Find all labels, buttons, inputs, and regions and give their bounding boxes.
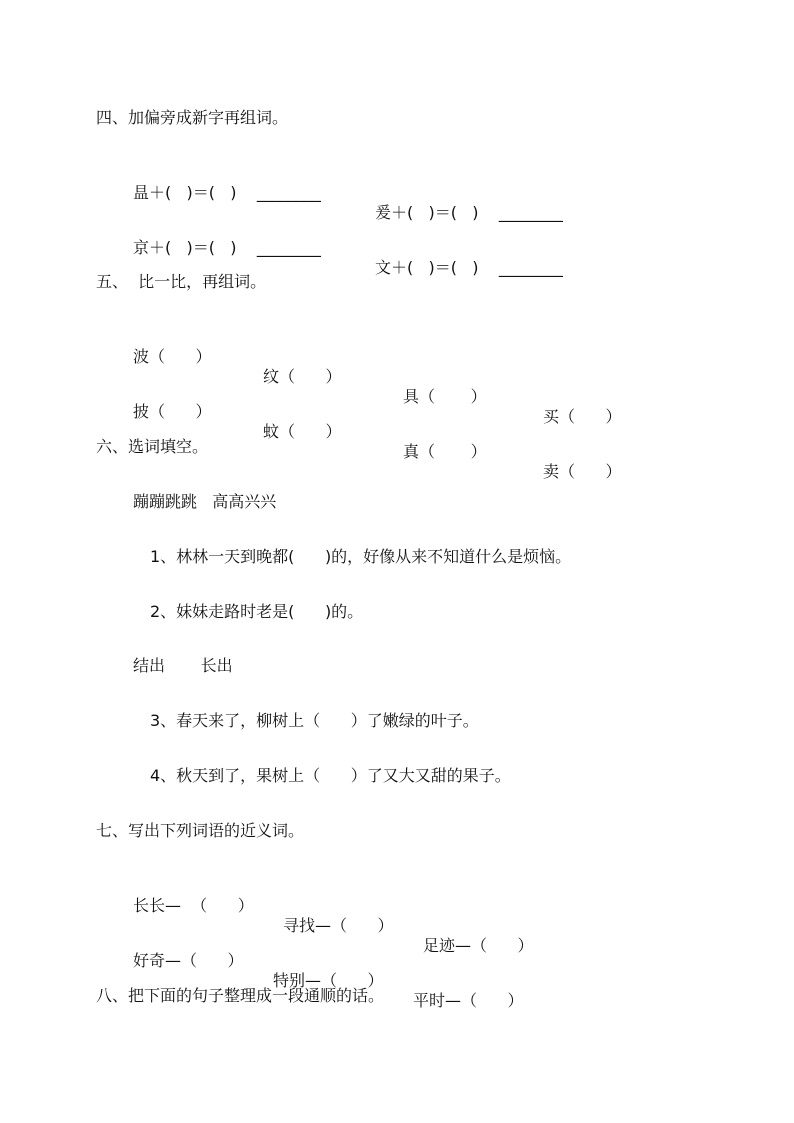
synonym-item: 长长— （ ）	[133, 896, 254, 915]
word-building-item: 京＋( )＝( ) ________	[133, 238, 321, 257]
fill-sentence-2: 2、妹妹走路时老是( )的。	[150, 602, 364, 621]
synonym-item: 平时—（ ）	[413, 991, 524, 1010]
compare-item: 蚊（ ）	[263, 422, 342, 441]
compare-item: 披（ ）	[133, 402, 212, 421]
section4-row-1	[133, 163, 733, 223]
compare-item: 波（ ）	[133, 347, 212, 366]
compare-item: 具（ ）	[403, 387, 487, 406]
section5-heading: 五、 比一比，再组词。	[96, 272, 267, 291]
fill-sentence-3: 3、春天来了，柳树上（ ）了嫩绿的叶子。	[150, 711, 479, 730]
section6-heading: 六、选词填空。	[96, 437, 209, 456]
synonym-item: 寻找—（ ）	[283, 916, 394, 935]
synonym-item: 好奇—（ ）	[133, 951, 244, 970]
compare-item: 纹（ ）	[263, 367, 342, 386]
section5-row-2	[133, 382, 693, 482]
synonym-item: 特别—（ ）	[273, 971, 384, 990]
compare-item: 真（ ）	[403, 442, 487, 461]
synonym-item: 足迹—（ ）	[423, 936, 534, 955]
section4-row-2	[133, 218, 733, 278]
compare-item: 买（ ）	[543, 407, 622, 426]
word-options-2: 结出 长出	[133, 656, 233, 675]
section4-heading: 四、加偏旁成新字再组词。	[96, 108, 289, 127]
word-building-item: 昷＋( )＝( ) ________	[133, 183, 321, 202]
word-options-1: 蹦蹦跳跳 高高兴兴	[133, 492, 277, 511]
word-building-item: 爰＋( )＝( ) ________	[375, 203, 563, 222]
section7-heading: 七、写出下列词语的近义词。	[96, 821, 305, 840]
compare-item: 卖（ ）	[543, 462, 622, 481]
fill-sentence-4: 4、秋天到了，果树上（ ）了又大又甜的果子。	[150, 766, 511, 785]
word-building-item: 文＋( )＝( ) ________	[375, 258, 563, 277]
section8-heading: 八、把下面的句子整理成一段通顺的话。	[96, 986, 385, 1005]
fill-sentence-1: 1、林林一天到晚都( )的，好像从来不知道什么是烦恼。	[150, 547, 572, 566]
